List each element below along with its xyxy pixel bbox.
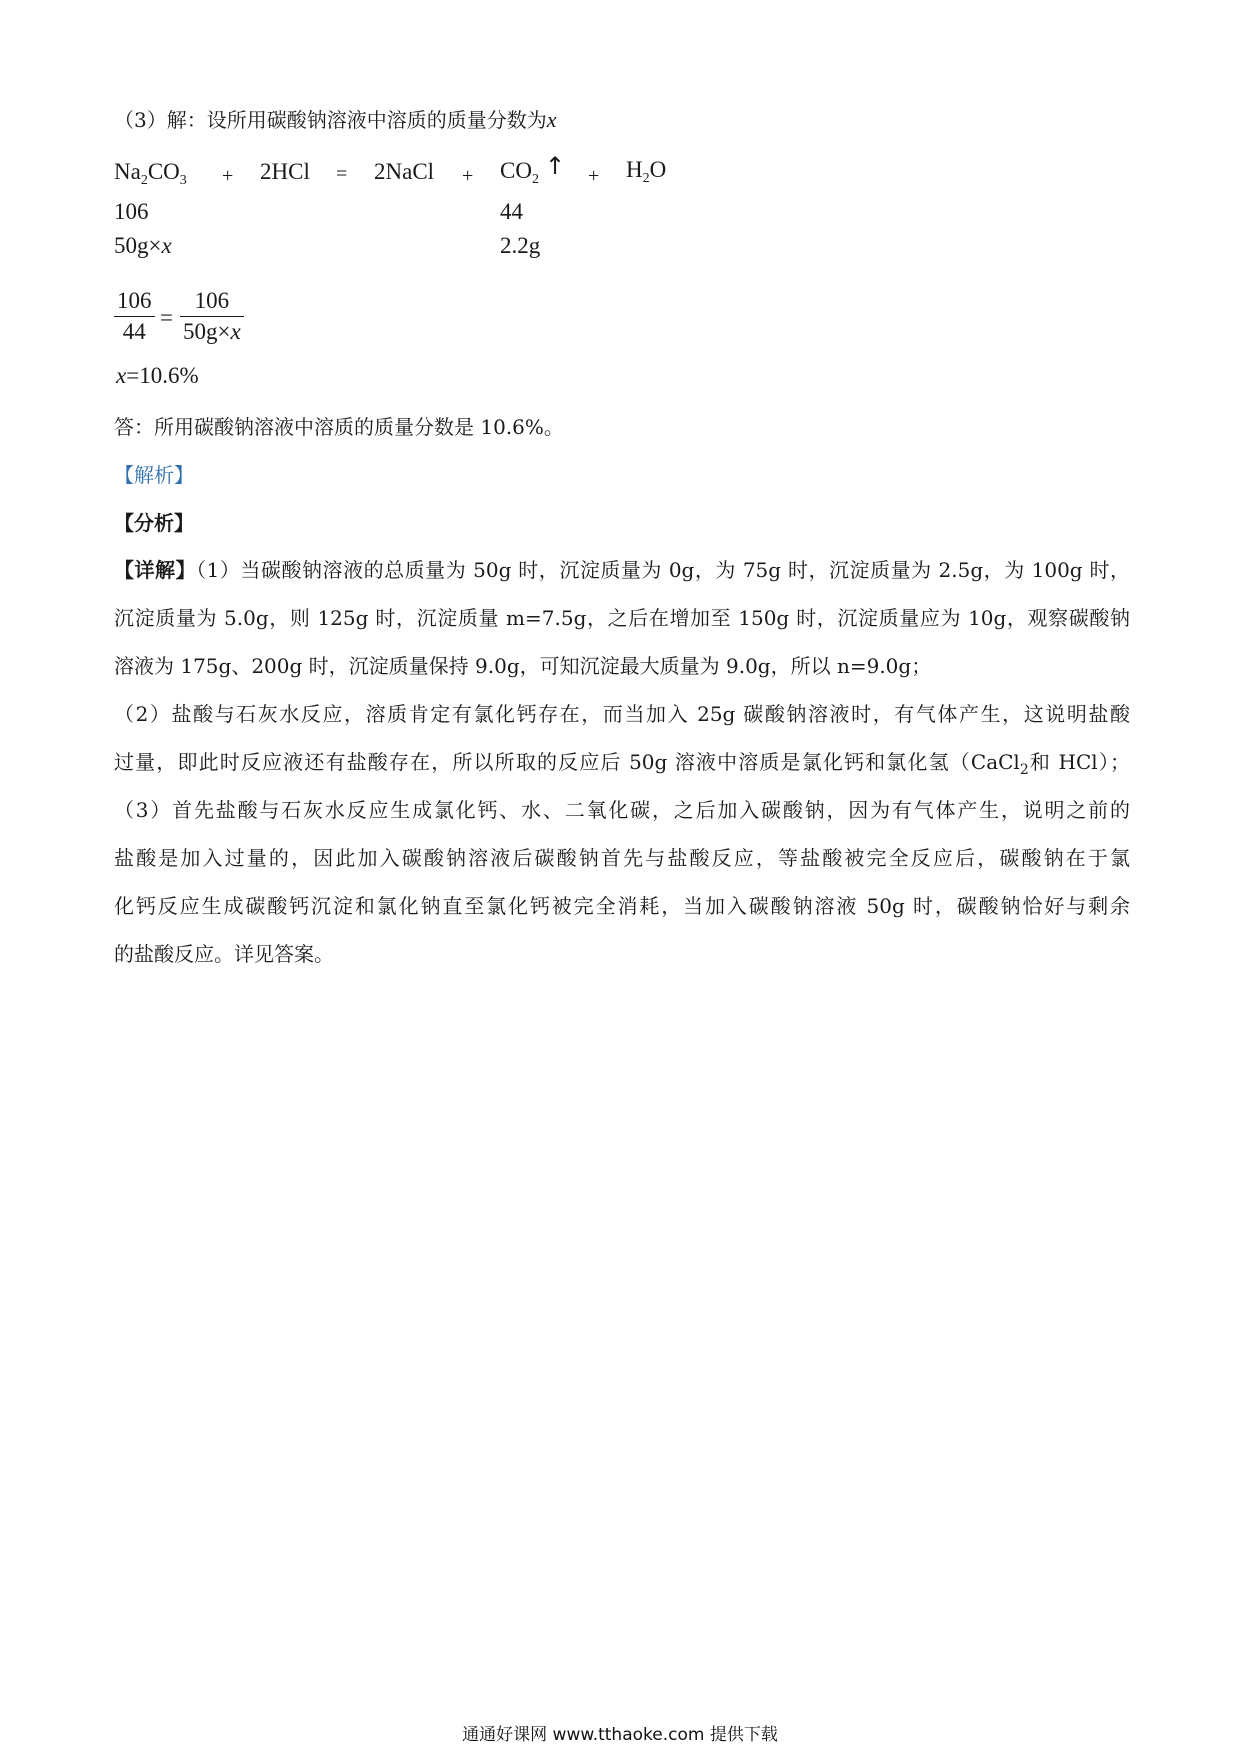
- co2-mass: 2.2g: [500, 233, 541, 258]
- fraction-right-denominator: 50g×x: [183, 319, 241, 344]
- solution-heading: [114, 106, 557, 134]
- na2co3-molar-mass: 106: [114, 199, 149, 224]
- plus-sign-1: +: [222, 165, 234, 187]
- equals-sign: =: [336, 163, 348, 185]
- answer-line: 答：所用碳酸钠溶液中溶质的质量分数是 10.6%。: [114, 415, 564, 439]
- reactant-hcl: 2HCl: [260, 159, 310, 184]
- na2co3-mass: 50g×x: [114, 233, 172, 258]
- fraction-left-numerator: 106: [117, 288, 152, 313]
- product-co2: $CO_2$ ↑: [500, 152, 566, 187]
- plus-sign-2: +: [462, 165, 474, 187]
- detail-line-1: 【详解】（1）当碳酸钠溶液的总质量为 50g 时，沉淀质量为 0g，为 75g 时，沉淀质量为 2.5g，为 100g 时，: [114, 558, 1131, 582]
- variable-x: x: [546, 107, 557, 132]
- detail-line-3: 溶液为 175g、200g 时，沉淀质量保持 9.0g，可知沉淀最大质量为 9.0g，所以 n=9.0g；: [114, 654, 932, 678]
- fraction-left-denominator: 44: [122, 319, 146, 344]
- detail-line-7: 盐酸是加入过量的，因此加入碳酸钠溶液后碳酸钠首先与盐酸反应，等盐酸被完全反应后，碳酸钠在于氯: [114, 846, 1130, 870]
- co2-molar-mass: 44: [500, 199, 523, 224]
- gas-arrow-icon: ↑: [544, 152, 566, 180]
- detail-line-2: 沉淀质量为 5.0g，则 125g 时，沉淀质量 m=7.5g，之后在增加至 150g 时，沉淀质量应为 10g，观察碳酸钠: [114, 606, 1130, 630]
- reactant-na2co3: $Na_2CO_3$: [114, 159, 187, 188]
- fraction-right-numerator: 106: [194, 288, 230, 313]
- footer-watermark: 通通好课网 www.tthaoke.com 提供下载: [462, 1725, 778, 1745]
- jiexi-label: 【解析】: [114, 463, 194, 487]
- detail-line-8: 化钙反应生成碳酸钙沉淀和氯化钠直至氯化钙被完全消耗，当加入碳酸钠溶液 50g 时，碳酸钠恰好与剩余: [114, 894, 1130, 918]
- detail-line-4: （2）盐酸与石灰水反应，溶质肯定有氯化钙存在，而当加入 25g 碳酸钠溶液时，有气体产生，这说明盐酸: [114, 702, 1130, 726]
- fraction-right: [180, 286, 244, 347]
- plus-sign-3: +: [588, 165, 600, 187]
- solution-heading-text: （3）解：设所用碳酸钠溶液中溶质的质量分数为: [114, 108, 547, 132]
- product-h2o: $H_2O$: [626, 157, 667, 186]
- detail-line-5: 过量，即此时反应液还有盐酸存在，所以所取的反应后 50g 溶液中溶质是氯化钙和氯化氢（CaCl$_2$和 HCl）；: [114, 750, 1130, 778]
- detail-line-6: （3）首先盐酸与石灰水反应生成氯化钙、水、二氧化碳，之后加入碳酸钠，因为有气体产生，说明之前的: [114, 798, 1130, 822]
- product-nacl: 2NaCl: [374, 159, 435, 184]
- fenxi-label: 【分析】: [114, 511, 194, 535]
- fraction-left: [114, 286, 155, 347]
- result-line: x=10.6%: [116, 363, 199, 388]
- detail-line-9: 的盐酸反应。详见答案。: [114, 942, 334, 966]
- proportion-equals: =: [160, 305, 173, 330]
- detail-label: 【详解】: [114, 558, 197, 582]
